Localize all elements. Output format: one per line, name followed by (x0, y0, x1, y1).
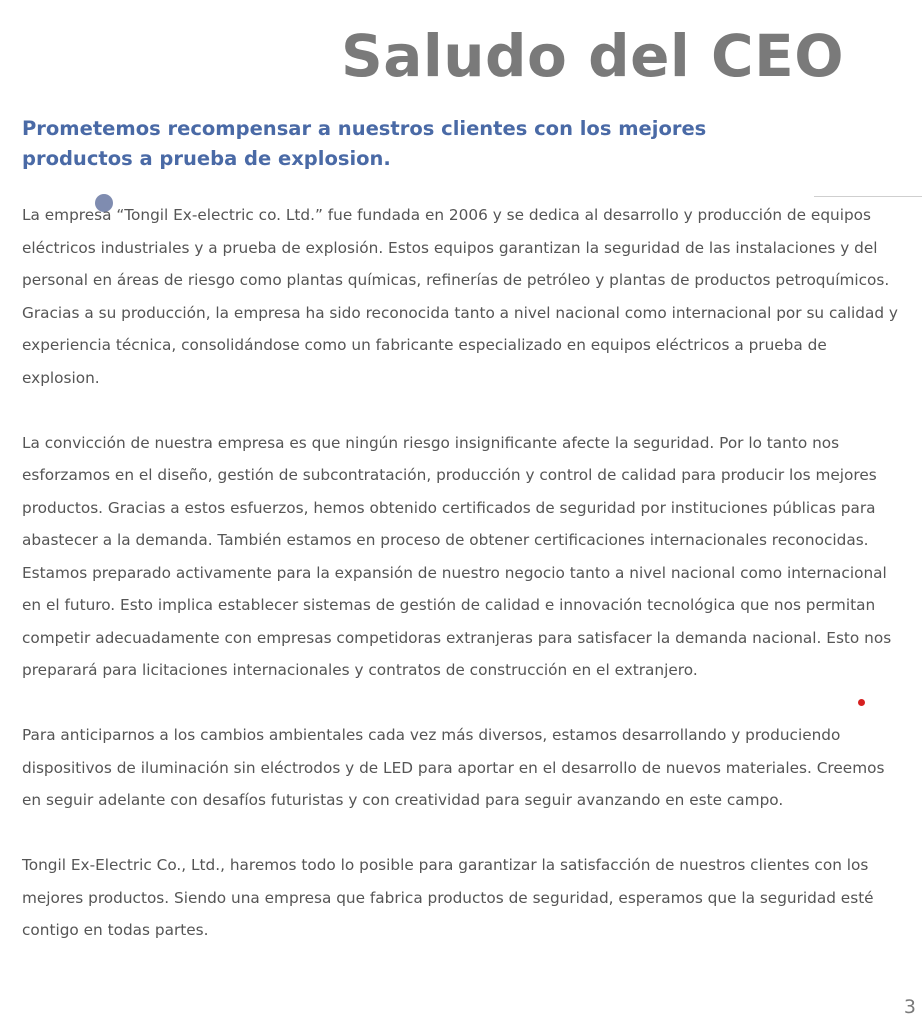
divider-line (814, 196, 922, 197)
page-title: Saludo del CEO (340, 22, 844, 90)
paragraph-3: Para anticiparnos a los cambios ambientales cada vez más diversos, estamos desarrollando y produciendo dispositivos de iluminación sin eléctrodos y de LED para aportar en el desarrollo de nuevos materiales. Creemos en seguir adelante con desafíos futuristas y con creatividad para seguir avanzando en este campo. (22, 726, 885, 809)
red-dot-marker (858, 699, 865, 706)
page-number: 3 (903, 996, 916, 1018)
page-subtitle: Prometemos recompensar a nuestros clientes con los mejores productos a prueba de explosion. (22, 117, 707, 170)
ceo-letter-body (22, 199, 902, 979)
paragraph-4: Tongil Ex-Electric Co., Ltd., haremos todo lo posible para garantizar la satisfacción de nuestros clientes con los mejores productos. Siendo una empresa que fabrica productos de seguridad, esperamos que la seguridad esté contigo en todas partes. (22, 856, 874, 939)
paragraph-1: La empresa “Tongil Ex-electric co. Ltd.” fue fundada en 2006 y se dedica al desarrollo y producción de equipos eléctricos industriales y a prueba de explosión. Estos equipos garantizan la seguridad de las instalaciones y del personal en áreas de riesgo como plantas químicas, refinerías de petróleo y plantas de productos petroquímicos. Gracias a su producción, la empresa ha sido reconocida tanto a nivel nacional como internacional por su calidad y experiencia técnica, consolidándose como un fabricante especializado en equipos eléctricos a prueba de explosion. (22, 206, 898, 387)
paragraph-2: La convicción de nuestra empresa es que ningún riesgo insignificante afecte la seguridad. Por lo tanto nos esforzamos en el diseño, gestión de subcontratación, producción y control de calidad para producir los mejores productos. Gracias a estos esfuerzos, hemos obtenido certificados de seguridad por instituciones públicas para abastecer a la demanda. También estamos en proceso de obtener certificaciones internacionales reconocidas. Estamos preparado activamente para la expansión de nuestro negocio tanto a nivel nacional como internacional en el futuro. Esto implica establecer sistemas de gestión de calidad e innovación tecnológica que nos permitan competir adecuadamente con empresas competidoras extranjeras para satisfacer la demanda nacional. Esto nos preparará para licitaciones internacionales y contratos de construcción en el extranjero. (22, 433, 892, 679)
